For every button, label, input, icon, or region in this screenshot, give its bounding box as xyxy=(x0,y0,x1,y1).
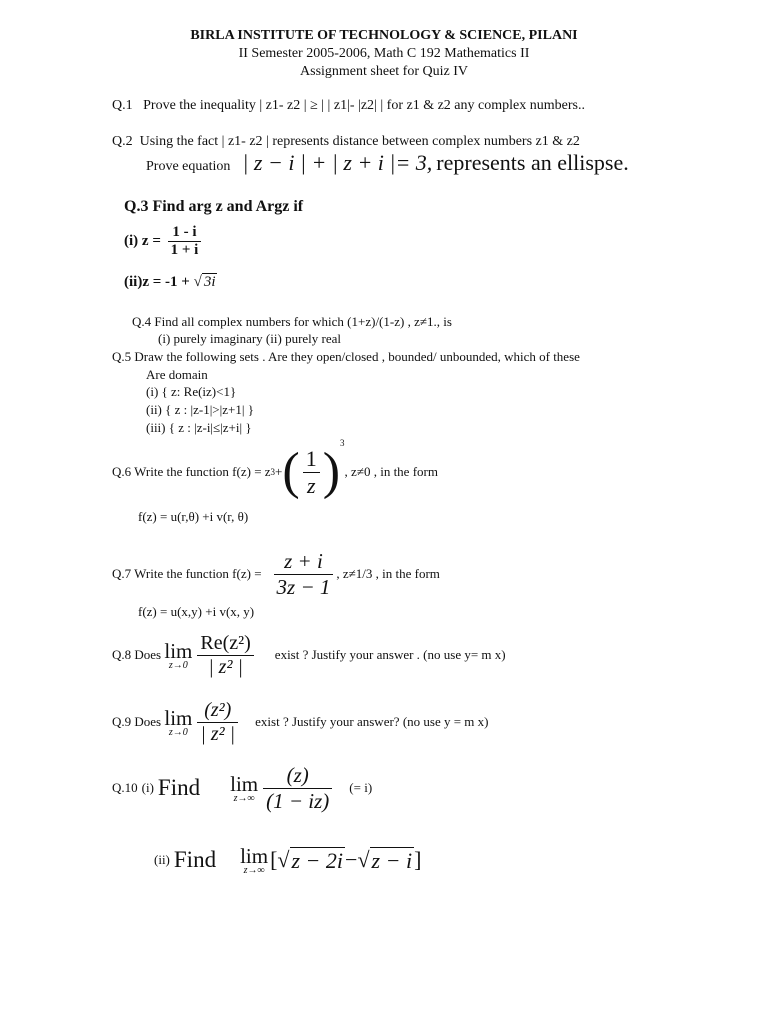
q9-fraction xyxy=(197,699,238,746)
q1-text: Prove the inequality | z1- z2 | ≥ | | z1|- |z2| | for z1 & z2 any complex numbers.. xyxy=(143,98,585,113)
q6-tail: , z≠0 , in the form xyxy=(344,464,438,479)
q10-ii-open-bracket: [ xyxy=(270,847,278,872)
q9-tail: exist ? Justify your answer? (no use y = m x) xyxy=(255,714,489,729)
q7-form: f(z) = u(x,y) +i v(x, y) xyxy=(138,604,255,619)
q9-denominator: | z² | xyxy=(197,722,238,746)
q10-i-denominator: (1 − iz) xyxy=(263,788,332,814)
q6-exponent: 3 xyxy=(270,467,276,477)
q7-fraction xyxy=(274,549,334,600)
q8-limit xyxy=(164,639,192,671)
q9-label: Q.9 Does xyxy=(112,714,162,729)
q6-fraction xyxy=(303,446,320,499)
q6-outer-exponent: 3 xyxy=(340,438,345,448)
q2-equation-tail: represents an ellispse. xyxy=(436,150,629,175)
q6-plus: + xyxy=(275,464,283,479)
q8-lim-word: lim xyxy=(164,639,193,663)
q10-i-limit xyxy=(230,772,258,804)
q7-label: Q.7 Write the function f(z) = xyxy=(112,566,262,581)
question-2 xyxy=(112,134,580,150)
q5-line2: Are domain xyxy=(146,367,208,382)
sheet-title: Assignment sheet for Quiz IV xyxy=(300,64,468,79)
q4-line2: (i) purely imaginary (ii) purely real xyxy=(158,331,342,346)
q7-numerator: z + i xyxy=(284,548,323,573)
question-10-part-ii: (ii) Find lim z→∞ [ √ z − 2i − √ z − i ] xyxy=(154,844,422,876)
q10-ii-lim-word: lim xyxy=(240,844,269,868)
q4-line1: Q.4 Find all complex numbers for which (1+z)/(1-z) , z≠1., is xyxy=(132,314,452,329)
q2-line1: Using the fact | z1- z2 | represents distance between complex numbers z1 & z2 xyxy=(139,134,580,149)
q10-ii-minus: − xyxy=(345,847,358,872)
q3-part-i xyxy=(124,224,204,259)
q10-ii-root-1: z − 2i xyxy=(291,847,344,873)
q10-ii-find: Find xyxy=(173,847,217,872)
q10-ii-label: (ii) xyxy=(154,852,170,867)
q10-ii-lim-sub: z→∞ xyxy=(243,865,265,876)
q10-i-fraction xyxy=(263,763,332,814)
institute-title: BIRLA INSTITUTE OF TECHNOLOGY & SCIENCE, PILANI xyxy=(190,28,578,43)
q10-ii-root-2: z − i xyxy=(371,847,413,873)
q9-lim-word: lim xyxy=(164,706,193,730)
q10-i-numerator: (z) xyxy=(286,762,309,787)
q10-ii-close-bracket: ] xyxy=(414,847,422,872)
q10-i-tail: (= i) xyxy=(349,780,373,795)
q6-numerator: 1 xyxy=(305,445,317,471)
q10-i-label: (i) xyxy=(141,780,154,795)
q3-i-denominator: 1 + i xyxy=(168,241,202,259)
question-6: Q.6 Write the function f(z) = z 3 + ( $\frac{1}{z}$ ) $^3$ , z≠0 , in the form xyxy=(112,438,438,500)
q10-i-lim-word: lim xyxy=(230,772,259,796)
q9-limit xyxy=(164,706,192,738)
q1-label: Q.1 xyxy=(112,98,133,113)
q8-numerator: Re(z²) xyxy=(200,631,251,654)
q7-denominator: 3z − 1 xyxy=(274,574,334,600)
q3-ii-label: (ii)z = -1 + xyxy=(124,274,190,290)
q3-ii-root: 3i xyxy=(203,274,216,290)
q2-equation: | z − i | + | z + i |= 3, xyxy=(242,150,433,175)
q9-lim-sub: z→0 xyxy=(168,727,188,738)
question-7 xyxy=(112,544,440,604)
q3-title: Q.3 Find arg z and Argz if xyxy=(124,198,304,215)
q5-set-iii: (iii) { z : |z-i|≤|z+i| } xyxy=(146,420,252,435)
q8-denominator: | z² | xyxy=(197,655,253,679)
q5-line1: Q.5 Draw the following sets . Are they open/closed , bounded/ unbounded, which of these xyxy=(112,349,580,364)
q2-prove: Prove equation xyxy=(146,159,231,174)
q5-set-ii: (ii) { z : |z-1|>|z+1| } xyxy=(146,402,254,417)
question-1 xyxy=(112,98,585,114)
q10-i-lim-sub: z→∞ xyxy=(233,793,255,804)
q6-denominator: z xyxy=(303,472,320,499)
question-10-part-i xyxy=(112,758,372,818)
q8-fraction xyxy=(197,632,253,679)
q3-i-numerator: 1 - i xyxy=(172,224,197,240)
q8-tail: exist ? Justify your answer . (no use y= m x) xyxy=(274,647,506,662)
q10-label: Q.10 xyxy=(112,780,138,795)
q7-tail: , z≠1/3 , in the form xyxy=(336,566,440,581)
q3-i-fraction xyxy=(168,224,202,259)
question-9 xyxy=(112,692,489,752)
q5-set-i: (i) { z: Re(iz)<1} xyxy=(146,384,237,399)
q9-numerator: (z²) xyxy=(204,698,232,721)
q10-i-find: Find xyxy=(157,775,201,800)
q6-label: Q.6 Write the function f(z) = z xyxy=(112,464,271,479)
q10-ii-limit xyxy=(240,844,268,876)
q2-equation-line xyxy=(146,150,629,176)
semester-line: II Semester 2005-2006, Math C 192 Mathematics II xyxy=(238,46,530,61)
q2-label: Q.2 xyxy=(112,134,133,149)
q8-lim-sub: z→0 xyxy=(168,660,188,671)
q8-label: Q.8 Does xyxy=(112,647,162,662)
q3-part-ii: (ii)z = -1 + √ 3i xyxy=(124,274,216,290)
q3-i-label: (i) z = xyxy=(124,233,161,249)
question-8 xyxy=(112,624,506,686)
q6-form: f(z) = u(r,θ) +i v(r, θ) xyxy=(138,509,249,524)
